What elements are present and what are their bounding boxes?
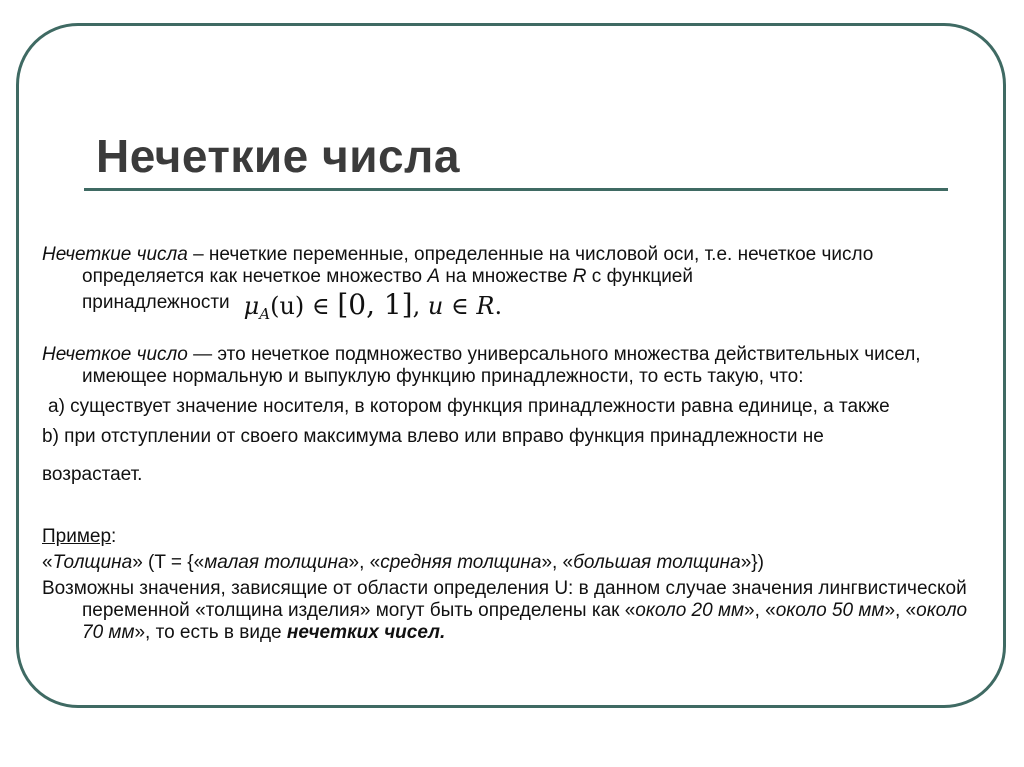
example-value-2: средняя толщина: [380, 552, 542, 573]
example-line-1: [42, 552, 992, 574]
definition-fuzzy-numbers: [42, 244, 992, 288]
slide-title: Нечеткие числа: [96, 130, 460, 182]
title-underline: [84, 188, 948, 191]
formula-sub: A: [259, 304, 271, 323]
slide-content: [42, 244, 992, 644]
membership-label: принадлежности: [82, 292, 230, 313]
definition-term: Нечеткие числа: [42, 244, 188, 265]
example-around-70: около 70 мм: [82, 600, 968, 643]
example-fuzzy-numbers-bold: нечетких чисел.: [286, 622, 446, 643]
example-set-close: »}): [740, 552, 764, 573]
membership-line: [42, 287, 992, 323]
formula-arg: (u): [270, 291, 305, 320]
example2-sep-2: », «: [884, 600, 917, 621]
definition-text-3: с функцией: [586, 266, 693, 287]
definition2-term: Нечеткое число: [42, 344, 188, 365]
example-tail: », то есть в виде: [134, 622, 287, 643]
formula-interval: [0, 1]: [337, 287, 413, 321]
example-set-open: (T = {«: [142, 552, 205, 573]
example2-sep-1: », «: [744, 600, 776, 621]
example-sep-2: », «: [541, 552, 574, 573]
quote-open: «: [42, 552, 53, 573]
condition-a: a) существует значение носителя, в котором функция принадлежности равна единице, а также: [48, 396, 890, 417]
definition-fuzzy-number: [42, 344, 992, 388]
definition-text-2: на множестве: [440, 266, 573, 287]
quote-close: »: [132, 552, 143, 573]
example-around-20: около 20 мм: [635, 600, 745, 621]
example-sep-1: », «: [348, 552, 381, 573]
example-explanation: Возможны значения, зависящие от области определения U: в данном случае значения лингвистической переменной «толщина изделия» могут быть определены как «: [42, 578, 967, 621]
example-value-1: малая толщина: [204, 552, 349, 573]
definition2-text: — это нечеткое подмножество универсального множества действительных чисел, имеющее нормальную и выпуклую функцию принадлежности, то есть такую, что:: [82, 344, 921, 387]
example-line-2: [42, 578, 992, 644]
formula-in-2: ∈: [451, 291, 469, 320]
formula-u: u: [427, 291, 444, 320]
formula-dot: .: [494, 291, 503, 320]
set-r: R: [572, 266, 587, 287]
example-value-3: большая толщина: [573, 552, 741, 573]
formula-in-1: ∈: [311, 291, 330, 320]
formula-mu: μ: [243, 291, 260, 320]
example-label: Пример: [42, 526, 112, 547]
example-term: Толщина: [52, 552, 133, 573]
formula-comma: ,: [412, 291, 421, 320]
example-colon: :: [111, 526, 117, 547]
condition-b-line2: возрастает.: [42, 464, 143, 485]
definition-text: – нечеткие переменные, определенные на числовой оси, т.е. нечеткое число определяется как нечеткое множество: [82, 244, 874, 287]
condition-b: [42, 426, 992, 500]
condition-b-line1: b) при отступлении от своего максимума влево или вправо функция принадлежности не: [42, 426, 824, 447]
membership-formula: [243, 287, 503, 325]
set-a: A: [427, 266, 441, 287]
example-around-50: около 50 мм: [775, 600, 885, 621]
example-heading: [42, 526, 992, 548]
formula-r: R: [476, 291, 495, 320]
